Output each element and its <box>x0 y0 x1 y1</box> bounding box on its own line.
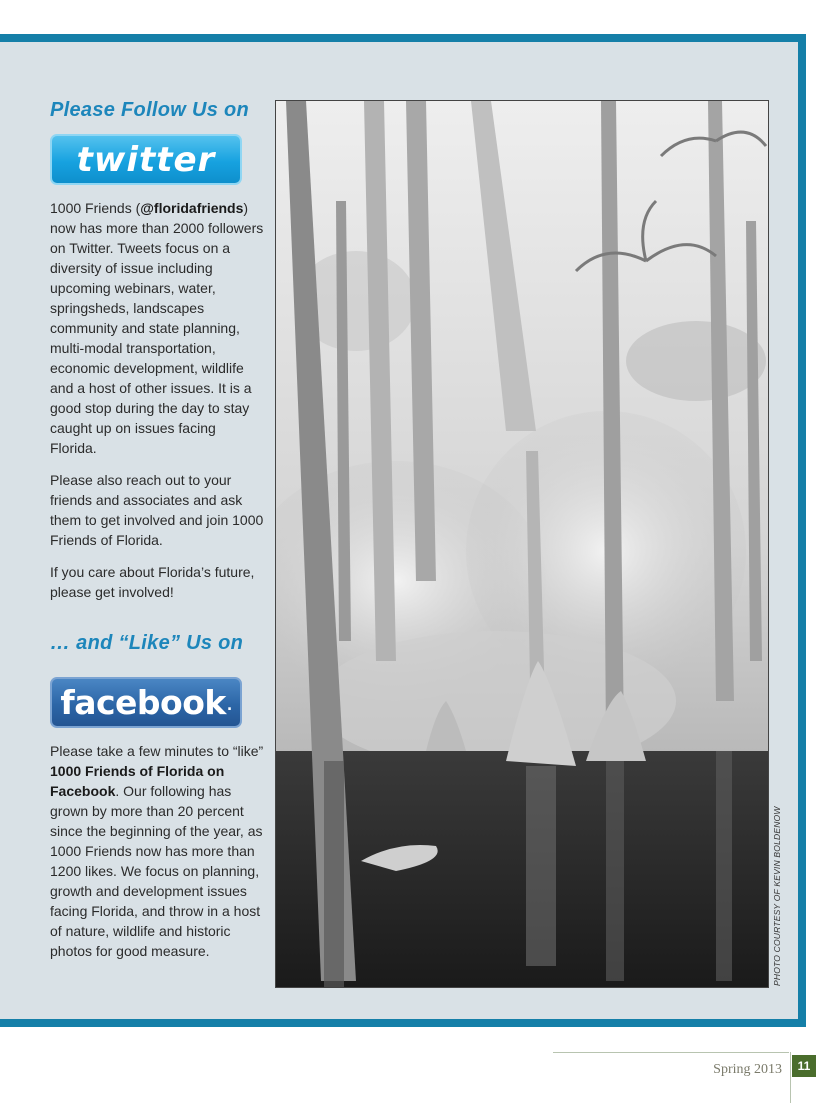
twitter-paragraph-1 <box>50 198 265 458</box>
text-run: . Our following has grown by more than 20 percent since the beginning of the year, as 1000 Friends now has more than 1200 likes. We focus on planning, growth and development issues facing Florida, and throw in a host of nature, wildlife and historic photos for good measure. <box>50 783 263 959</box>
twitter-handle: @floridafriends <box>140 200 244 216</box>
facebook-heading: … and “Like” Us on <box>50 632 244 654</box>
footer-year: 2013 <box>754 1062 782 1077</box>
facebook-logo-dot: . <box>226 698 232 714</box>
twitter-heading: Please Follow Us on <box>50 99 250 121</box>
text-run: Please take a few minutes to “like” <box>50 743 264 759</box>
facebook-logo-button[interactable] <box>50 677 242 728</box>
footer-rule <box>553 1052 789 1053</box>
text-run: ) now has more than 2000 followers on Twitter. Tweets focus on a diversity of issue including upcoming webinars, water, springsheds, landscapes community and state planning, multi-modal transportation, economic development, wildlife and a host of other issues. It is a good stop during the day to stay caught up on issues facing Florida. <box>50 200 264 456</box>
photo-credit: PHOTO COURTESY OF KEVIN BOLDENOW <box>772 806 782 986</box>
footer-season-label: Spring <box>713 1062 751 1077</box>
swamp-photo-illustration <box>276 101 769 988</box>
twitter-logo-text: twitter <box>76 139 216 180</box>
footer-issue <box>713 1062 782 1078</box>
twitter-paragraph-3: If you care about Florida’s future, please get involved! <box>50 564 255 600</box>
page-number-badge: 11 <box>792 1055 816 1077</box>
footer-divider <box>790 1052 791 1103</box>
facebook-paragraph <box>50 741 265 961</box>
twitter-logo-button[interactable] <box>50 134 242 185</box>
twitter-paragraph-2: Please also reach out to your friends and associates and ask them to get involved and join 1000 Friends of Florida. <box>50 472 264 548</box>
swamp-photo <box>275 100 769 988</box>
facebook-logo-text: facebook <box>60 683 226 722</box>
text-run: 1000 Friends ( <box>50 200 141 216</box>
facebook-page-name: 1000 Friends of Florida on Facebook <box>50 763 225 799</box>
